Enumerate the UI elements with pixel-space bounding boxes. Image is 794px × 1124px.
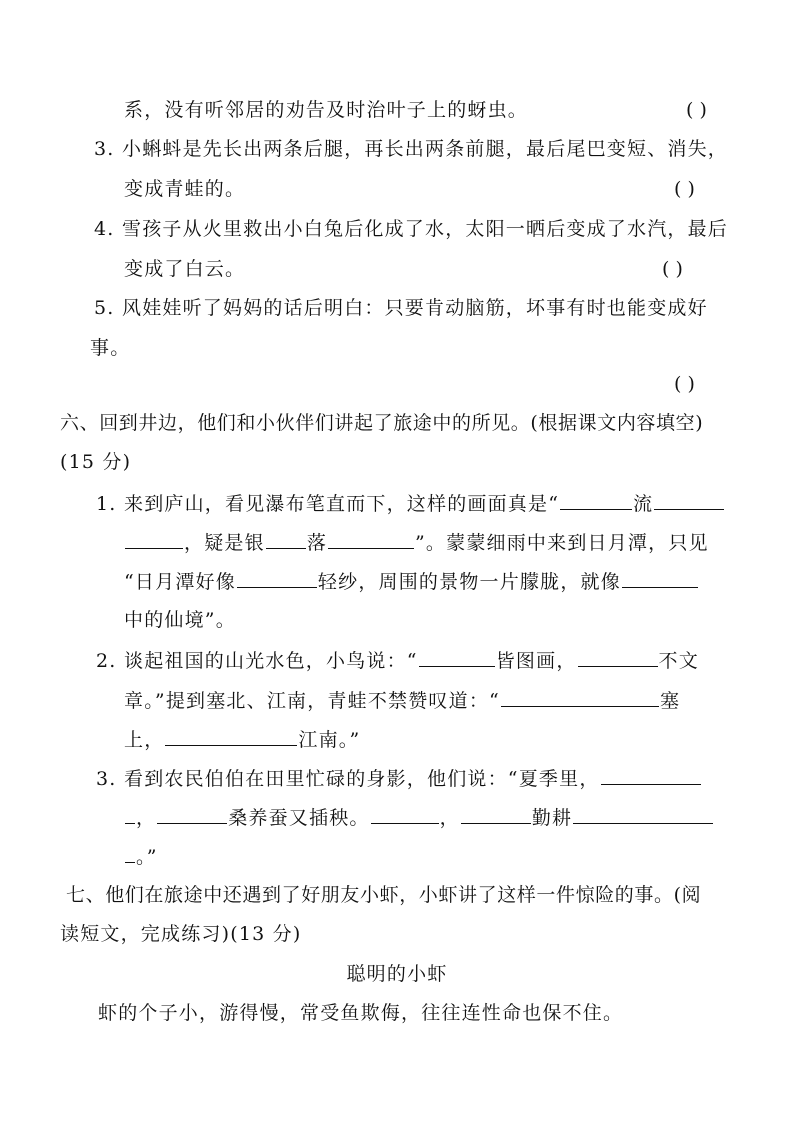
section7-heading: 七、他们在旅途中还遇到了好朋友小虾，小虾讲了这样一件惊险的事。(阅 [66, 884, 702, 906]
fill-blank[interactable] [601, 766, 701, 785]
fill-blank[interactable] [165, 727, 297, 746]
section6-score: (15 分) [60, 451, 132, 473]
q1-line2: ，疑是银 落 ”。蒙蒙细雨中来到日月潭，只见 [124, 530, 709, 555]
item4-line1: 4. 雪孩子从火里救出小白兔后化成了水，太阳一晒后变成了水汽，最后 [94, 218, 729, 240]
q3-line1: 3. 看到农民伯伯在田里忙碌的身影，他们说：“夏季里， [96, 766, 702, 791]
q3-line3: 。” [124, 844, 158, 869]
fill-blank[interactable] [560, 491, 632, 510]
section7-heading-cont: 读短文，完成练习)(13 分) [60, 923, 302, 945]
answer-parentheses[interactable]: ( ) [674, 373, 695, 395]
item-number: 5. [94, 297, 115, 319]
item3-line1: 3. 小蝌蚪是先长出两条后腿，再长出两条前腿，最后尾巴变短、消失， [94, 138, 729, 160]
fill-blank[interactable] [125, 805, 135, 824]
fill-blank[interactable] [328, 530, 414, 549]
passage-title: 聪明的小虾 [346, 963, 448, 985]
fill-blank[interactable] [125, 844, 135, 863]
passage-paragraph: 虾的个子小，游得慢，常受鱼欺侮，往往连性命也保不住。 [98, 1002, 624, 1024]
q1-line3: “日月潭好像 轻纱，周围的景物一片朦胧，就像 [124, 569, 699, 594]
q2-line3: 上， 江南。” [124, 729, 361, 751]
section6-heading: 六、回到井边，他们和小伙伴们讲起了旅途中的所见。(根据课文内容填空) [60, 412, 704, 434]
item-number: 3. [94, 138, 115, 160]
fill-blank[interactable] [125, 530, 183, 549]
fill-blank[interactable] [573, 805, 713, 824]
item2-continuation: 系，没有听邻居的劝告及时治叶子上的蚜虫。 [124, 99, 529, 121]
fill-blank[interactable] [419, 648, 495, 667]
fill-blank[interactable] [461, 805, 531, 824]
q1-line4: 中的仙境”。 [124, 609, 236, 631]
item3-line2: 变成青蛙的。 [124, 178, 246, 200]
fill-blank[interactable] [371, 805, 439, 824]
item-number: 1. [96, 493, 117, 515]
answer-parentheses[interactable]: ( ) [662, 258, 683, 280]
item-number: 3. [96, 768, 117, 790]
q2-line2: 章。”提到塞北、江南，青蛙不禁赞叹道：“ 塞 [124, 690, 681, 712]
q3-line2: ， 桑养蚕又插秧。 ， 勤耕 [124, 805, 714, 830]
item5-line2: 事。 [90, 337, 131, 359]
item5-line1: 5. 风娃娃听了妈妈的话后明白：只要肯动脑筋，坏事有时也能变成好 [94, 297, 708, 319]
fill-blank[interactable] [157, 805, 227, 824]
answer-parentheses[interactable]: ( ) [686, 99, 707, 121]
answer-parentheses[interactable]: ( ) [674, 178, 695, 200]
item-number: 2. [96, 650, 117, 672]
q2-line1: 2. 谈起祖国的山光水色，小鸟说：“ 皆图画， 不文 [96, 650, 699, 672]
fill-blank[interactable] [237, 569, 317, 588]
item-number: 4. [94, 218, 115, 240]
fill-blank[interactable] [266, 530, 306, 549]
item4-line2: 变成了白云。 [124, 258, 246, 280]
fill-blank[interactable] [501, 688, 659, 707]
fill-blank[interactable] [578, 648, 658, 667]
fill-blank[interactable] [654, 491, 724, 510]
q1-line1: 1. 来到庐山，看见瀑布笔直而下，这样的画面真是“ 流 [96, 491, 725, 516]
fill-blank[interactable] [622, 569, 698, 588]
